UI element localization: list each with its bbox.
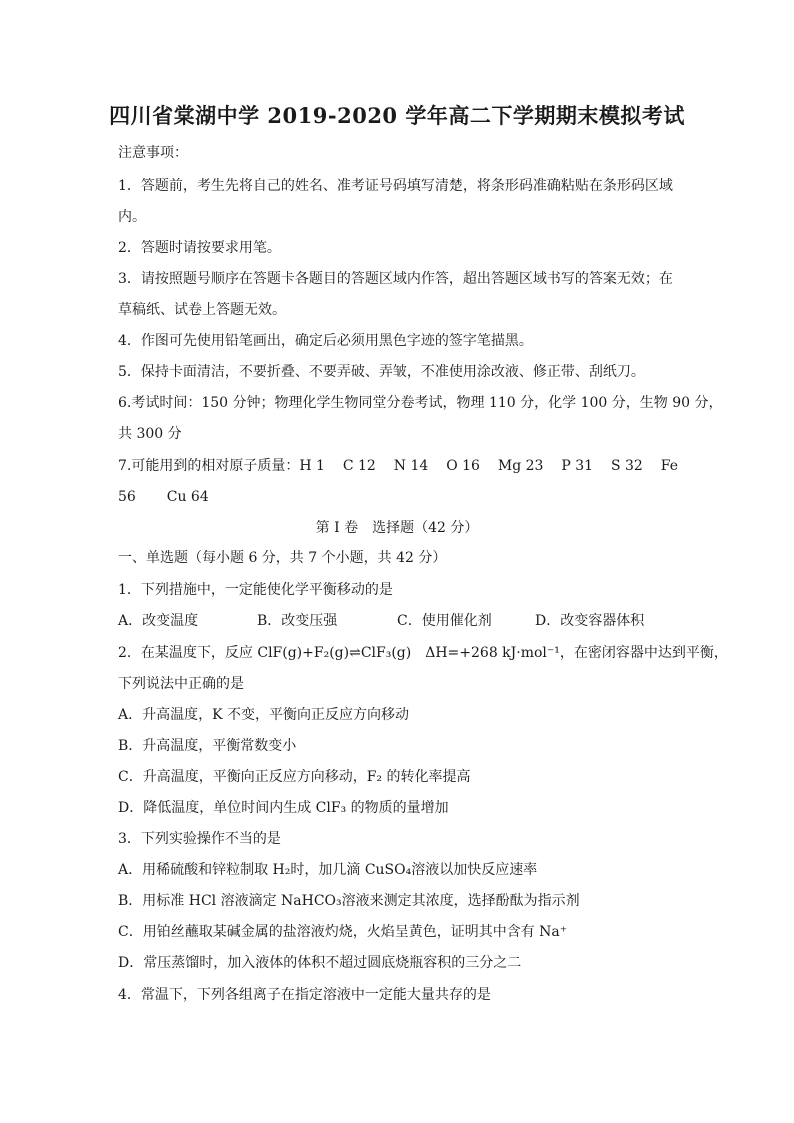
atomic-mass: C 12 <box>342 458 376 474</box>
notice-item: 3．请按照题号顺序在答题卡各题目的答题区域内作答，超出答题区域书写的答案无效；在 <box>118 271 673 287</box>
question-2-stem-cont: 下列说法中正确的是 <box>118 676 244 692</box>
atomic-mass: 56 <box>118 489 136 505</box>
atomic-mass: N 14 <box>393 458 429 474</box>
atomic-mass: S 32 <box>610 458 643 474</box>
atomic-masses-line <box>118 456 678 476</box>
atomic-masses-line-2 <box>118 487 678 507</box>
notice-item: 1．答题前，考生先将自己的姓名、准考证号码填写清楚，将条形码准确粘贴在条形码区域 <box>118 178 673 194</box>
atomic-mass: Fe <box>660 458 678 474</box>
notice-item: 内。 <box>118 209 146 225</box>
notice-item: 6.考试时间：150 分钟；物理化学生物同堂分卷考试，物理 110 分，化学 100 分，生物 90 分， <box>118 395 723 411</box>
option-b: B．用标准 HCl 溶液滴定 NaHCO₃溶液来测定其浓度，选择酚酞为指示剂 <box>118 893 580 909</box>
atomic-mass: O 16 <box>446 458 480 474</box>
option-d: D．降低温度，单位时间内生成 ClF₃ 的物质的量增加 <box>118 800 449 816</box>
option-d: D．常压蒸馏时，加入液体的体积不超过圆底烧瓶容积的三分之二 <box>118 955 522 971</box>
atomic-mass: Cu 64 <box>166 489 209 505</box>
question-4-stem: 4．常温下，下列各组离子在指定溶液中一定能大量共存的是 <box>118 987 491 1003</box>
atomic-mass: Mg 23 <box>497 458 544 474</box>
atomic-masses-label: 7.可能用到的相对原子质量：H 1 <box>118 458 325 474</box>
option-c: C．使用催化剂 <box>397 613 492 629</box>
section-subtitle: 一、单选题（每小题 6 分，共 7 个小题，共 42 分） <box>118 550 447 566</box>
option-c: C．用铂丝蘸取某碱金属的盐溶液灼烧，火焰呈黄色，证明其中含有 Na⁺ <box>118 924 568 940</box>
section-title: 第 I 卷 选择题（42 分） <box>315 520 479 536</box>
question-1-stem: 1．下列措施中，一定能使化学平衡移动的是 <box>118 582 393 598</box>
question-2-stem: 2．在某温度下，反应 ClF(g)+F₂(g)⇌ClF₃(g) ΔH=+268 kJ·mol⁻¹，在密闭容器中达到平衡， <box>118 645 728 661</box>
option-a: A．升高温度，K 不变，平衡向正反应方向移动 <box>118 707 410 723</box>
question-1-options <box>118 611 678 631</box>
notice-item: 4．作图可先使用铅笔画出，确定后必须用黑色字迹的签字笔描黑。 <box>118 333 533 349</box>
exam-title: 四川省棠湖中学 2019-2020 学年高二下学期期末模拟考试 <box>109 103 685 128</box>
option-a: A．用稀硫酸和锌粒制取 H₂时，加几滴 CuSO₄溶液以加快反应速率 <box>118 862 538 878</box>
option-c: C．升高温度，平衡向正反应方向移动，F₂ 的转化率提高 <box>118 769 471 785</box>
notice-item: 5．保持卡面清洁，不要折叠、不要弄破、弄皱，不准使用涂改液、修正带、刮纸刀。 <box>118 364 645 380</box>
notice-heading: 注意事项： <box>118 145 188 161</box>
option-b: B．升高温度，平衡常数变小 <box>118 738 297 754</box>
notice-item: 共 300 分 <box>118 426 182 442</box>
notice-item: 2．答题时请按要求用笔。 <box>118 240 281 256</box>
option-b: B．改变压强 <box>257 613 338 629</box>
option-d: D．改变容器体积 <box>535 613 645 629</box>
notice-item: 草稿纸、试卷上答题无效。 <box>118 302 286 318</box>
atomic-mass: P 31 <box>561 458 594 474</box>
question-3-stem: 3．下列实验操作不当的是 <box>118 831 281 847</box>
option-a: A．改变温度 <box>118 613 199 629</box>
